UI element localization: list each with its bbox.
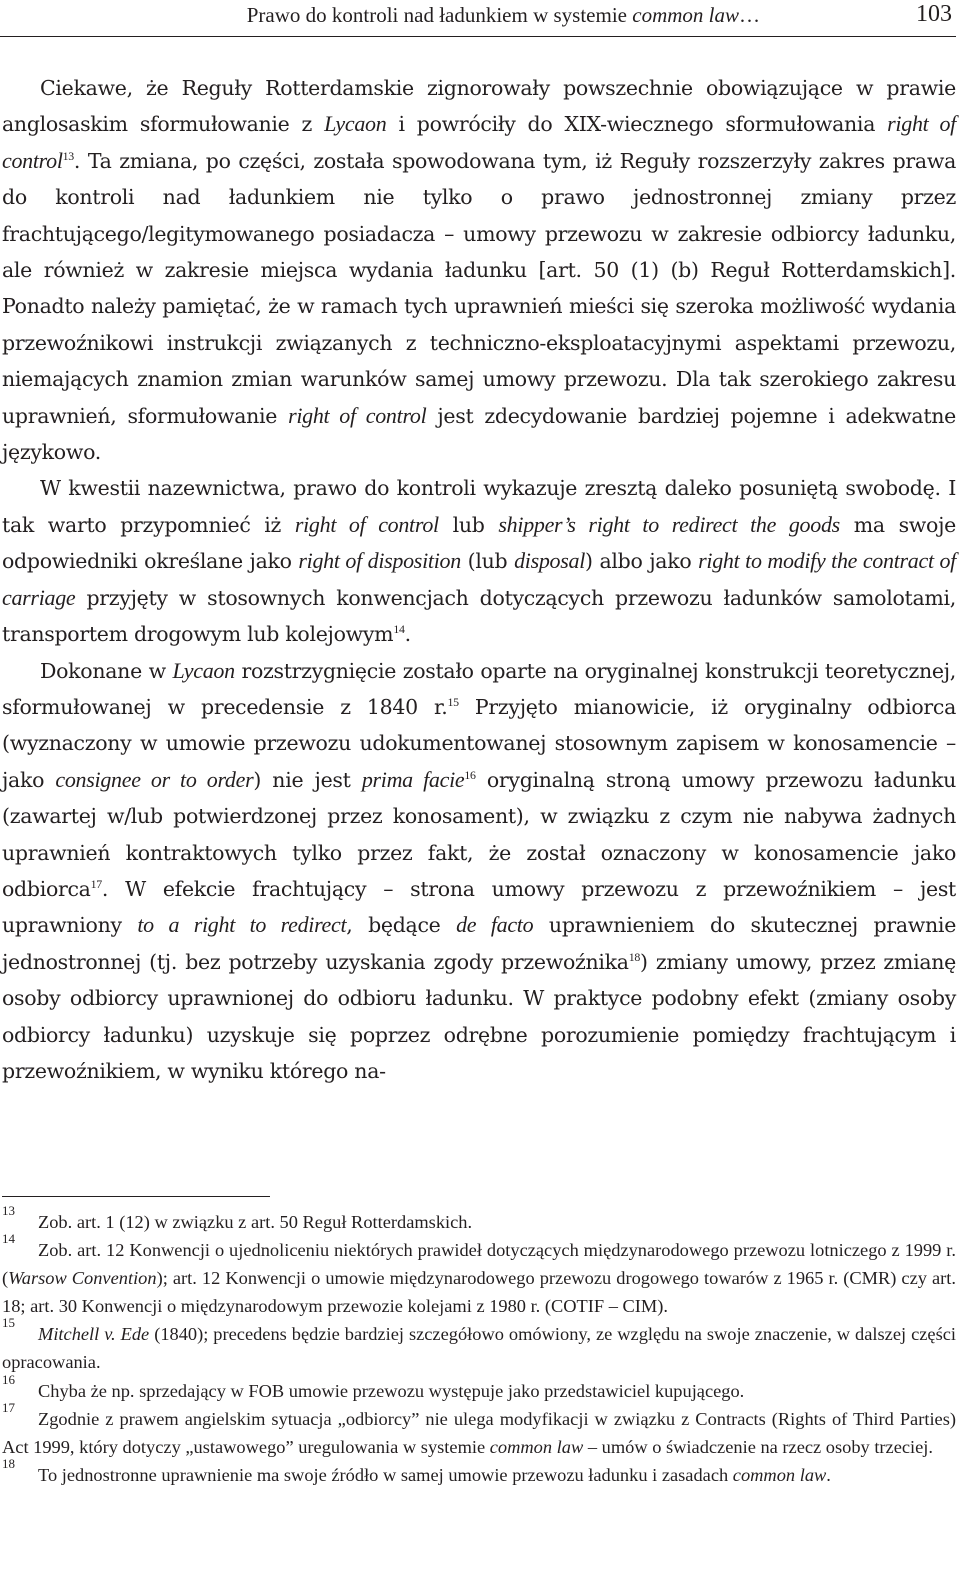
footnote-15: 15Mitchell v. Ede (1840); precedens będzie bardziej szczegółowo omówiony, ze względu na swoje znaczenie, w dalszej części opracowania. [2, 1315, 956, 1373]
footnote-ref-16: 16 [464, 767, 476, 782]
page-number: 103 [916, 1, 952, 27]
footnote-18: 18To jednostronne uprawnienie ma swoje źródło w samej umowie przewozu ładunku i zasadach common law. [2, 1455, 831, 1485]
main-text [2, 70, 956, 1089]
footnote-16: 16Chyba że np. sprzedający w FOB umowie przewozu występuje jako przedstawiciel kupującego. [2, 1371, 745, 1401]
paragraph-2: W kwestii nazewnictwa, prawo do kontroli wykazuje zresztą daleko posuniętą swobodę. I tak warto przypomnieć iż right of control lub shipper’s right to redirect the goods ma swoje odpowiedniki określane jako right of disposition (lub disposal) albo jako right to modify the contract of carriage przyjęty w stosownych konwencjach dotyczących przewozu ładunków samolotami, transportem drogowym lub kolejowym$^{14}$. [2, 476, 956, 647]
footnotes [2, 1203, 956, 1489]
footnote-ref-13: 13 [62, 148, 74, 163]
footnote-14: 14Zob. art. 12 Konwencji o ujednoliceniu niektórych prawideł dotyczących międzynarodowego przewozu lotniczego z 1999 r. (Warsow Convention); art. 12 Konwencji o umowie międzynarodowego przewozu drogowego towarów z 1965 r. (CMR) czy art. 18; art. 30 Konwencji o międzynarodowym przewozie kolejami z 1980 r. (COTIF – CIM). [2, 1231, 956, 1317]
footnote-17: 17Zgodnie z prawem angielskim sytuacja „odbiorcy” nie ulega modyfikacji w związku z Contracts (Rights of Third Parties) Act 1999, który dotyczy „ustawowego” uregulowania w systemie common law – umów o świadczenie na rzecz osoby trzeciej. [2, 1399, 956, 1457]
footnote-13: 13Zob. art. 1 (12) w związku z art. 50 Reguł Rotterdamskich. [2, 1203, 473, 1232]
footnote-ref-18: 18 [628, 949, 640, 964]
running-header [0, 0, 956, 37]
footnote-ref-14: 14 [393, 622, 405, 637]
footnote-ref-17: 17 [90, 877, 102, 892]
footnote-ref-15: 15 [447, 695, 459, 710]
paragraph-3: Dokonane w Lycaon rozstrzygnięcie zostało oparte na oryginalnej konstrukcji teoretycznej, sformułowanej w precedensie z 1840 r.$^{15}$ Przyjęto mianowicie, iż oryginalny odbiorca (wyznaczony w umowie przewozu udokumentowanej stosownym zapisem w konosamencie – jako consignee or to order) nie jest prima facie$^{16}$ oryginalną stroną umowy przewozu ładunku (zawartej w/lub potwierdzonej przez konosament), w związku z czym nie nabywa żadnych uprawnień kontraktowych tylko przez fakt, że został oznaczony w konosamencie jako odbiorca$^{17}$. W efekcie frachtujący – strona umowy przewozu z przewoźnikiem – jest uprawniony to a right to redirect, będące de facto uprawnieniem do skutecznej prawnie jednostronnej (tj. bez potrzeby uzyskania zgody przewoźnika$^{18}$) zmiany umowy, przez zmianę osoby odbiorcy uprawnionej do odbioru ładunku. W praktyce podobny efekt (zmiany osoby odbiorcy ładunku) uzyskuje się poprzez odrębne porozumienie pomiędzy frachtującym i przewoźnikiem, w wyniku którego na- [2, 657, 957, 1083]
paragraph-1: Ciekawe, że Reguły Rotterdamskie zignorowały powszechnie obowiązujące w prawie anglosaskim sformułowanie z Lycaon i powróciły do XIX-wiecznego sformułowania right of control$^{13}$. Ta zmiana, po części, została spowodowana tym, iż Reguły rozszerzyły zakres prawa do kontroli nad ładunkiem nie tylko o prawo jednostronnej zmiany przez frachtującego/legitymowanego posiadacza – umowy przewozu w zakresie odbiorcy ładunku, ale również w zakresie miejsca wydania ładunku [art. 50 (1) (b) Reguł Rotterdamskich]. Ponadto należy pamiętać, że w ramach tych uprawnień mieści się szeroka możliwość wydania przewoźnikowi instrukcji związanych z techniczno-eksploatacyjnymi aspektami przewozu, niemających znamion zmian warunków samej umowy przewozu. Dla tak szerokiego zakresu uprawnień, sformułowanie right of control jest zdecydowanie bardziej pojemne i adekwatne językowo. [2, 76, 957, 465]
running-title: Prawo do kontroli nad ładunkiem w systemie common law… [246, 3, 760, 27]
footnote-separator [2, 1196, 270, 1197]
